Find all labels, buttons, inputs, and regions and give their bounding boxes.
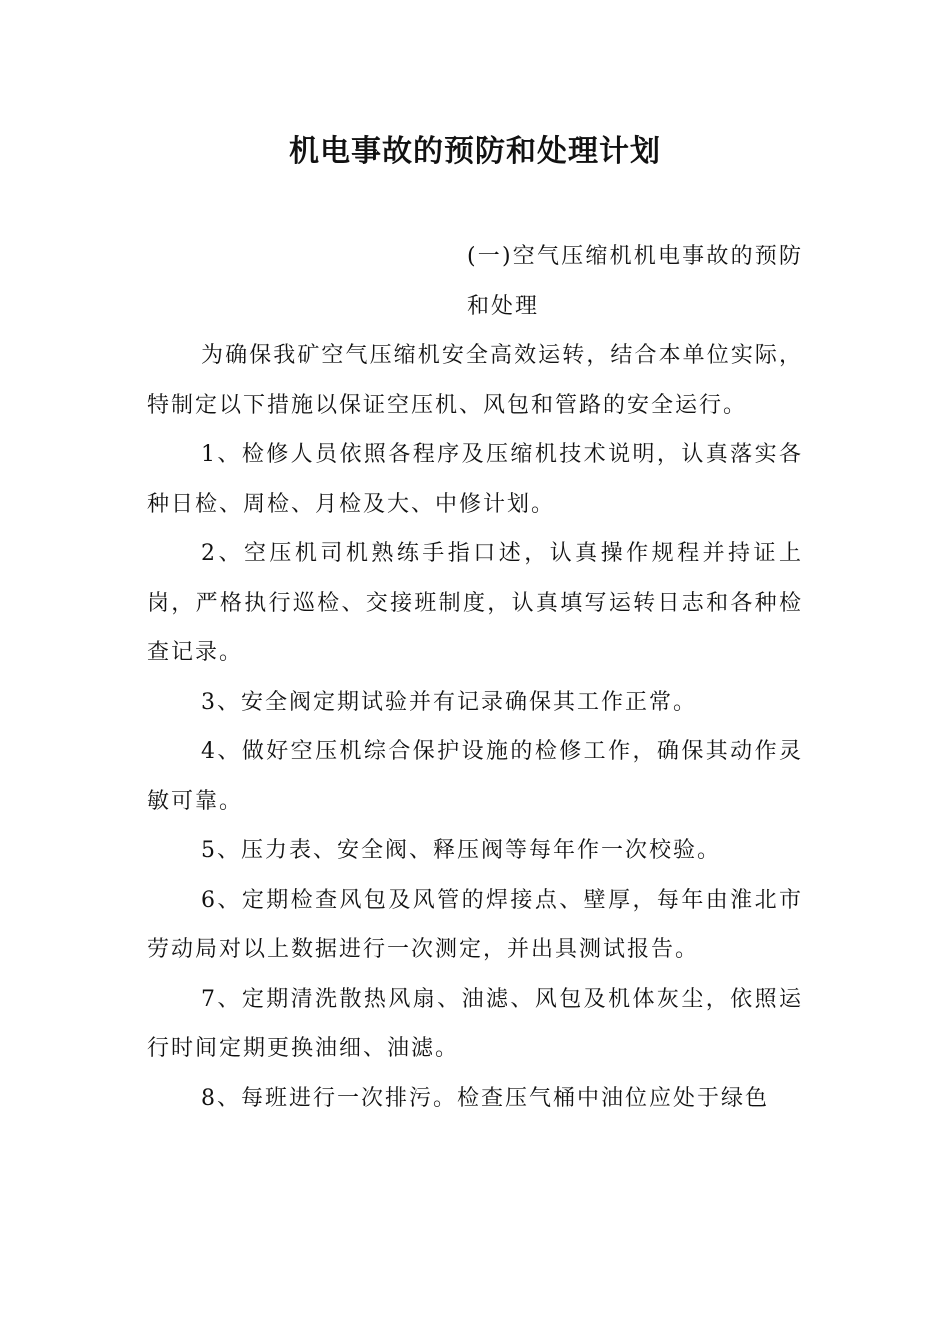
list-item-6: 6、定期检查风包及风管的焊接点、壁厚，每年由淮北市劳动局对以上数据进行一次测定，并出具测试报告。 [147, 887, 803, 962]
list-item-8: 8、每班进行一次排污。检查压气桶中油位应处于绿色 [201, 1085, 769, 1111]
list-item-1: 1、检修人员依照各程序及压缩机技术说明，认真落实各种日检、周检、月检及大、中修计划。 [147, 442, 803, 517]
list-item-7: 7、定期清洗散热风扇、油滤、风包及机体灰尘，依照运行时间定期更换油细、油滤。 [147, 986, 803, 1061]
list-item-3: 3、安全阀定期试验并有记录确保其工作正常。 [201, 689, 697, 715]
list-item-4: 4、做好空压机综合保护设施的检修工作，确保其动作灵敏可靠。 [147, 739, 803, 814]
list-item-5: 5、压力表、安全阀、释压阀等每年作一次校验。 [201, 838, 721, 863]
document-body [147, 232, 803, 1123]
section-heading: (一)空气压缩机机电事故的预防和处理 [467, 244, 803, 319]
document-title: 机电事故的预防和处理计划 [289, 134, 661, 169]
list-item-2: 2、空压机司机熟练手指口述，认真操作规程并持证上岗，严格执行巡检、交接班制度，认真填写运转日志和各种检查记录。 [147, 541, 803, 665]
intro-paragraph: 为确保我矿空气压缩机安全高效运转，结合本单位实际，特制定以下措施以保证空压机、风包和管路的安全运行。 [147, 343, 803, 418]
